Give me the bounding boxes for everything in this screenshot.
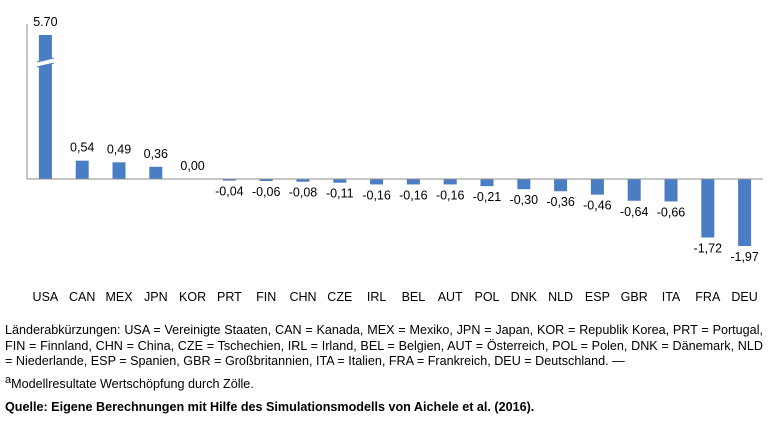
x-tick-label-chn: CHN (289, 290, 317, 304)
footnote-text: Modellresultate Wertschöpfung durch Zölle. (11, 377, 254, 391)
data-label-deu: -1,97 (730, 249, 759, 264)
footnote (5, 374, 254, 391)
x-tick-label-fra: FRA (695, 290, 721, 304)
x-tick-label-bel: BEL (401, 290, 426, 304)
x-tick-label-fin: FIN (256, 290, 277, 304)
data-label-fin: -0,06 (251, 185, 281, 200)
x-tick-label-pol: POL (474, 290, 500, 304)
footnote-marker: a (5, 374, 12, 386)
bar-pol (481, 179, 494, 186)
data-label-mex: 0,49 (106, 142, 132, 157)
data-label-gbr: -0,64 (619, 204, 649, 219)
bar-can (76, 161, 89, 179)
data-label-usa: 5.70 (33, 15, 58, 29)
x-tick-label-prt: PRT (217, 290, 242, 304)
bar-ita (665, 179, 678, 201)
x-tick-label-dnk: DNK (510, 290, 538, 304)
bar-nld (554, 179, 567, 191)
bar-fra (701, 179, 714, 237)
x-tick-label-mex: MEX (105, 290, 133, 304)
x-tick-label-ita: ITA (661, 290, 681, 304)
source-note: Quelle: Eigene Berechnungen mit Hilfe des Simulationsmodells von Aichele et al. (2016). (5, 400, 535, 414)
data-label-bel: -0,16 (399, 188, 428, 203)
bar-deu (738, 179, 751, 246)
x-tick-label-kor: KOR (179, 290, 207, 304)
x-tick-label-cze: CZE (327, 290, 353, 304)
bar-cze (333, 179, 346, 183)
data-label-aut: -0,16 (435, 188, 465, 203)
bar-aut (444, 179, 457, 184)
abbreviation-notes (5, 323, 763, 370)
bar-jpn (149, 167, 162, 179)
x-tick-label-irl: IRL (366, 290, 387, 304)
data-label-nld: -0,36 (546, 195, 575, 210)
data-label-can: 0,54 (70, 140, 95, 155)
x-tick-label-gbr: GBR (620, 290, 648, 304)
x-tick-label-nld: NLD (548, 290, 574, 304)
data-label-esp: -0,46 (583, 198, 612, 213)
bar-bel (407, 179, 420, 184)
data-label-kor: 0,00 (180, 159, 205, 173)
data-label-chn: -0,08 (288, 185, 318, 200)
data-label-irl: -0,16 (362, 188, 391, 203)
bar-gbr (628, 179, 641, 201)
abbreviation-text: Länderabkürzungen: USA = Vereinigte Staaten, CAN = Kanada, MEX = Mexiko, JPN = Japan, KOR = Republik Korea, PRT = Portugal, FIN = Finnland, CHN = China, CZE = Tschechien, IRL = Irland, BEL = Belgien, AUT = Österreich, POL = Polen, DNK = Dänemark, NLD = Niederlande, ESP = Spanien, GBR = Großbritannien, ITA = Italien, FRA = Frankreich, DEU = Deutschland. — (5, 323, 763, 368)
x-tick-label-jpn: JPN (143, 290, 168, 304)
data-label-ita: -0,66 (656, 205, 686, 220)
x-tick-label-esp: ESP (584, 290, 610, 304)
x-tick-label-deu: DEU (731, 290, 758, 304)
data-label-cze: -0,11 (326, 186, 354, 201)
x-tick-label-can: CAN (68, 290, 96, 304)
data-label-pol: -0,21 (472, 190, 502, 205)
data-label-dnk: -0,30 (509, 193, 539, 208)
bar-irl (370, 179, 383, 184)
bar-esp (591, 179, 604, 195)
data-label-prt: -0,04 (215, 184, 244, 199)
x-tick-label-aut: AUT (437, 290, 463, 304)
data-label-fra: -1,72 (693, 241, 723, 256)
bar-dnk (517, 179, 530, 189)
data-label-jpn: 0,36 (143, 146, 168, 161)
bar-mex (113, 162, 126, 179)
bar-usa (39, 35, 52, 179)
x-tick-label-usa: USA (32, 290, 59, 304)
